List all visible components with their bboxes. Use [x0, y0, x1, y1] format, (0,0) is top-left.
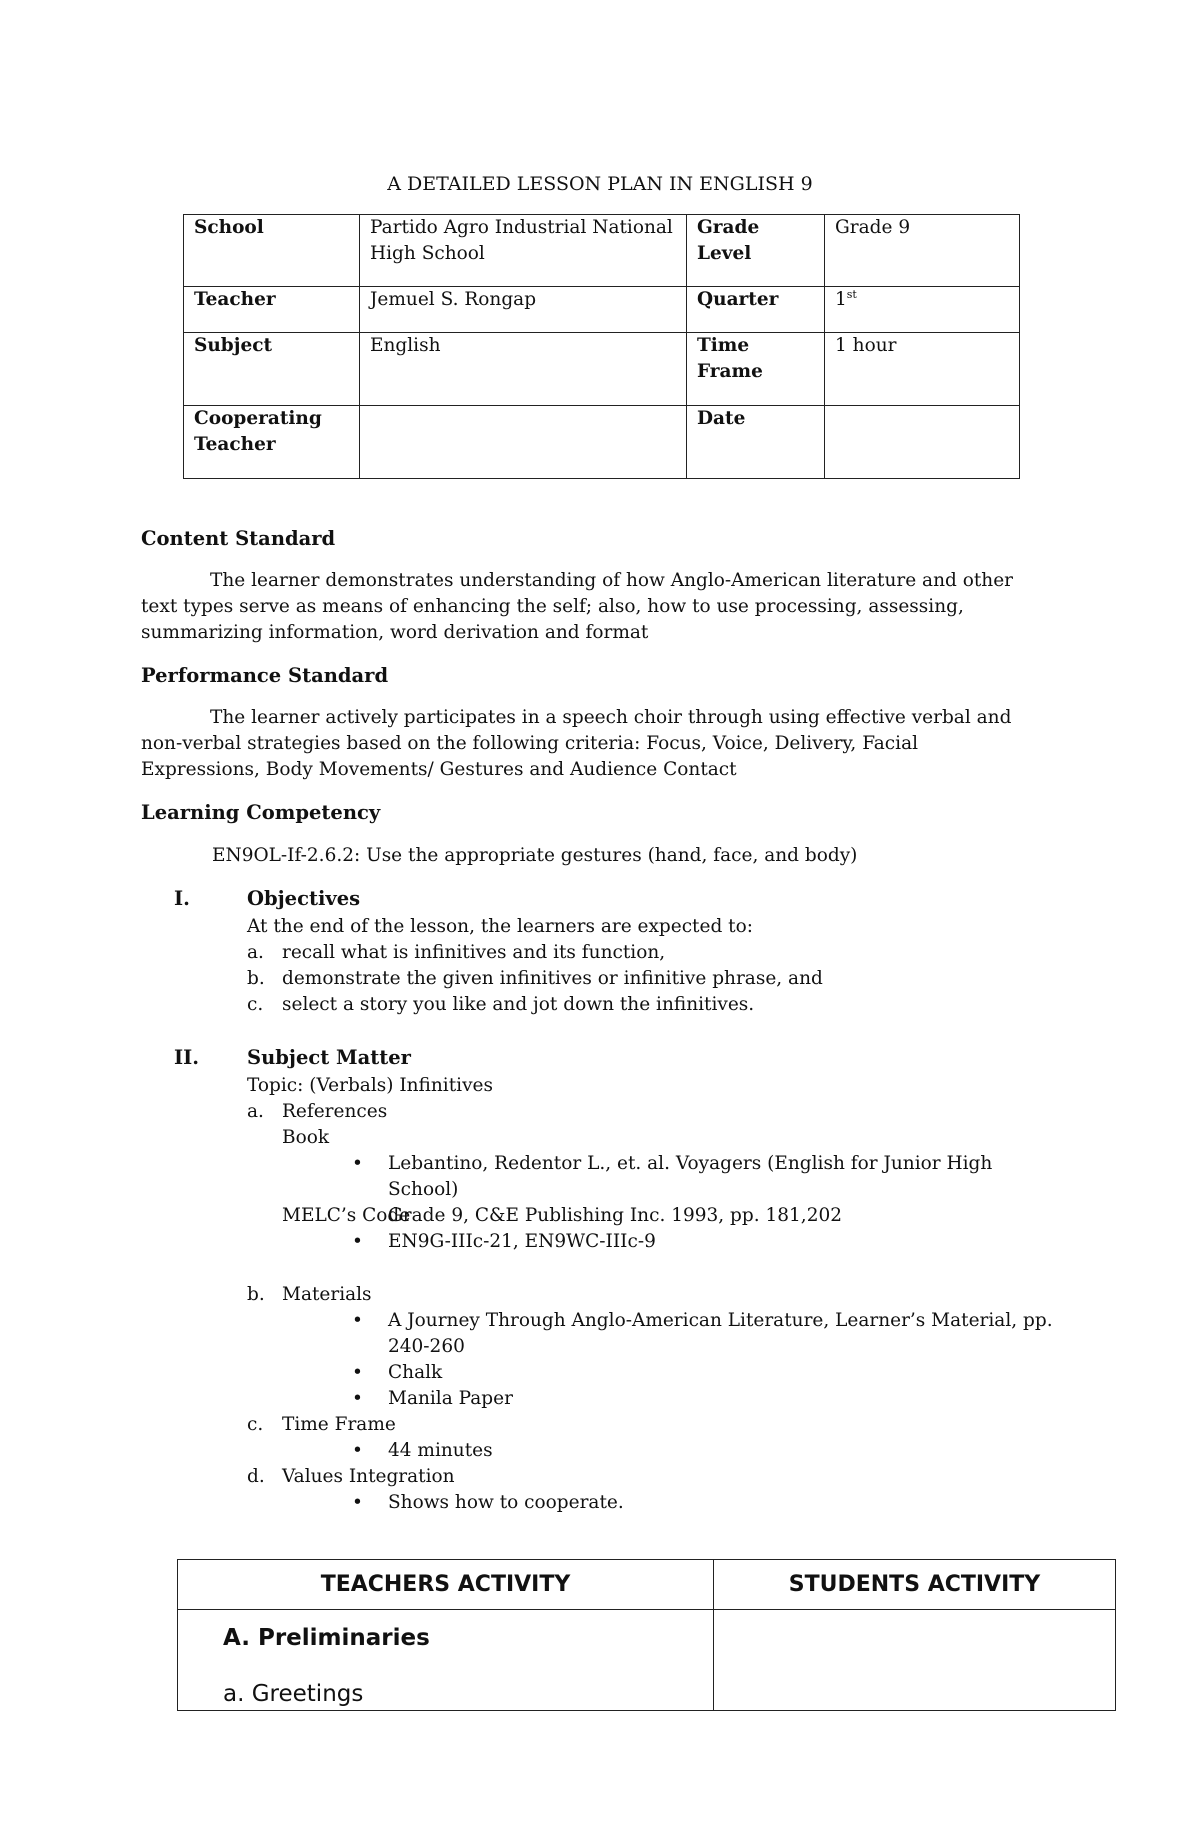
students-activity-cell	[714, 1610, 1116, 1711]
teachers-activity-header: TEACHERS ACTIVITY	[178, 1560, 714, 1610]
list-letter: c.	[247, 1414, 264, 1435]
book-label: Book	[282, 1127, 330, 1148]
learning-competency-text: EN9OL-If-2.6.2: Use the appropriate gestures (hand, face, and body)	[212, 845, 858, 866]
objective-letter: c.	[247, 994, 264, 1015]
material-item: • Manila Paper	[352, 1386, 1062, 1412]
greetings-item: a. Greetings	[223, 1681, 364, 1707]
values-value: • Shows how to cooperate.	[352, 1490, 1052, 1516]
materials-item	[247, 1282, 372, 1308]
preliminaries-heading: A. Preliminaries	[223, 1625, 430, 1651]
document-title: A DETAILED LESSON PLAN IN ENGLISH 9	[387, 173, 813, 195]
performance-standard-heading: Performance Standard	[141, 664, 389, 687]
quarter-value	[825, 287, 1020, 333]
objectives-number: I.	[174, 887, 190, 910]
content-standard-heading: Content Standard	[141, 527, 336, 550]
teacher-label: Teacher	[184, 287, 360, 333]
school-value: Partido Agro Industrial National High School	[360, 215, 687, 287]
melc-label: MELC’s Code	[282, 1205, 411, 1226]
activity-table	[177, 1559, 1116, 1711]
list-letter: d.	[247, 1466, 265, 1487]
materials-list	[352, 1308, 1062, 1412]
book-reference	[352, 1151, 1052, 1229]
time-frame-value: 1 hour	[825, 333, 1020, 406]
list-letter: a.	[247, 1101, 264, 1122]
learning-competency-heading: Learning Competency	[141, 801, 381, 824]
date-label: Date	[687, 406, 825, 479]
grade-level-label: Grade Level	[687, 215, 825, 287]
references-label: References	[282, 1101, 388, 1122]
lesson-info-table	[183, 214, 1020, 479]
time-frame-item	[247, 1412, 396, 1438]
subject-value: English	[360, 333, 687, 406]
cooperating-teacher-value	[360, 406, 687, 479]
quarter-number: 1	[835, 289, 847, 310]
material-item: • A Journey Through Anglo-American Literature, Learner’s Material, pp. 240-260	[352, 1308, 1062, 1360]
melc-code-list	[352, 1229, 1052, 1255]
objectives-heading: Objectives	[247, 887, 361, 910]
cooperating-teacher-label: Cooperating Teacher	[184, 406, 360, 479]
references-item	[247, 1099, 387, 1125]
objective-a	[247, 940, 665, 966]
time-frame-label: Time Frame	[282, 1414, 396, 1435]
values-label: Values Integration	[282, 1466, 455, 1487]
subject-matter-heading: Subject Matter	[247, 1046, 411, 1069]
values-list	[352, 1490, 1052, 1516]
materials-label: Materials	[282, 1284, 372, 1305]
teacher-value: Jemuel S. Rongap	[360, 287, 687, 333]
material-item: • Chalk	[352, 1360, 1062, 1386]
objective-text: select a story you like and jot down the infinitives.	[282, 994, 755, 1015]
subject-matter-number: II.	[174, 1046, 200, 1069]
time-frame-value: • 44 minutes	[352, 1438, 1052, 1464]
quarter-label: Quarter	[687, 287, 825, 333]
subject-matter-topic: Topic: (Verbals) Infinitives	[247, 1075, 493, 1096]
school-label: School	[184, 215, 360, 287]
objective-b	[247, 966, 823, 992]
objective-c	[247, 992, 754, 1018]
melc-code: • EN9G-IIIc-21, EN9WC-IIIc-9	[352, 1229, 1052, 1255]
book-reference-line2: Grade 9, C&E Publishing Inc. 1993, pp. 181,202	[388, 1205, 842, 1226]
objectives-intro: At the end of the lesson, the learners are expected to:	[247, 916, 753, 937]
objective-letter: a.	[247, 942, 264, 963]
objective-letter: b.	[247, 968, 265, 989]
time-frame-label: Time Frame	[687, 333, 825, 406]
content-standard-text: The learner demonstrates understanding of how Anglo-American literature and other text types serve as means of enhancing the self; also, how to use processing, assessing, summarizing information, word derivation and format	[141, 570, 1013, 643]
quarter-ordinal-suffix: st	[846, 287, 857, 301]
list-letter: b.	[247, 1284, 265, 1305]
objective-text: recall what is infinitives and its function,	[282, 942, 666, 963]
book-reference-line1: • Lebantino, Redentor L., et. al. Voyagers (English for Junior High School)	[352, 1151, 1052, 1203]
performance-standard-text: The learner actively participates in a speech choir through using effective verbal and non-verbal strategies based on the following criteria: Focus, Voice, Delivery, Facial Expressions, Body Movements/ Gestures and Audience Contact	[141, 707, 1012, 780]
students-activity-header: STUDENTS ACTIVITY	[714, 1560, 1116, 1610]
teachers-activity-cell	[178, 1610, 714, 1711]
subject-label: Subject	[184, 333, 360, 406]
date-value	[825, 406, 1020, 479]
values-item	[247, 1464, 455, 1490]
time-frame-list	[352, 1438, 1052, 1464]
objective-text: demonstrate the given infinitives or infinitive phrase, and	[282, 968, 823, 989]
grade-level-value: Grade 9	[825, 215, 1020, 287]
